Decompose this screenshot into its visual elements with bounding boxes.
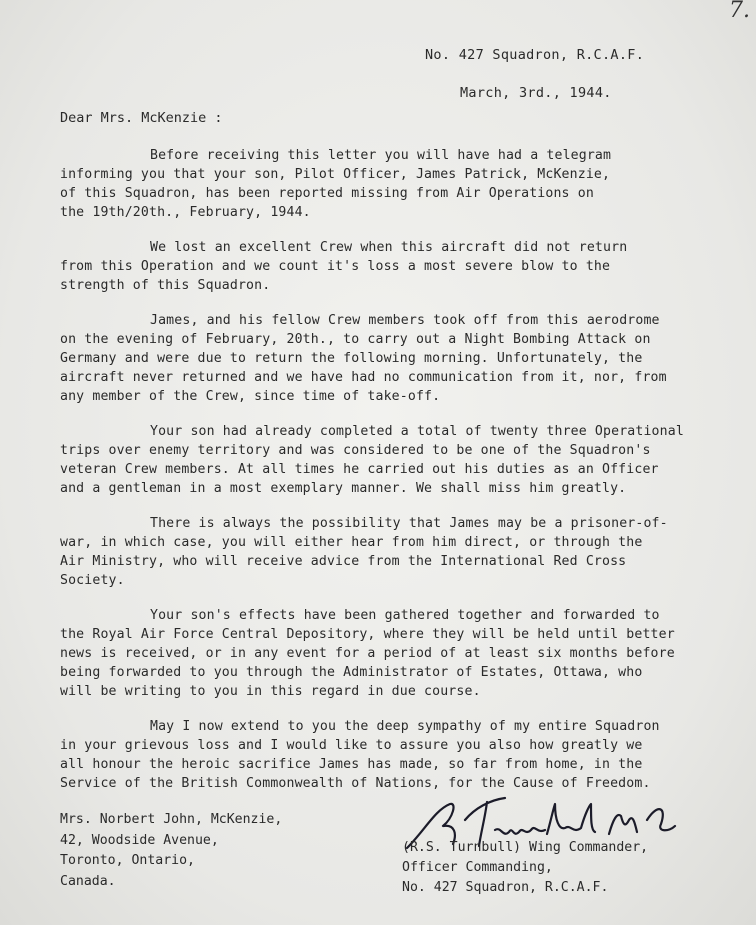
paragraph-line: news is received, or in any event for a period of at least six months before bbox=[60, 646, 675, 661]
paragraph-line: informing you that your son, Pilot Officer, James Patrick, McKenzie, bbox=[60, 167, 611, 182]
paragraph-line: the 19th/20th., February, 1944. bbox=[60, 205, 311, 220]
signature-line: No. 427 Squadron, R.C.A.F. bbox=[402, 880, 609, 895]
paragraph-line: May I now extend to you the deep sympathy of my entire Squadron bbox=[150, 719, 660, 734]
paragraph-line: Air Ministry, who will receive advice from the International Red Cross bbox=[60, 554, 627, 569]
paragraph-line: aircraft never returned and we have had no communication from it, nor, from bbox=[60, 370, 667, 385]
paragraph-line: Before receiving this letter you will have had a telegram bbox=[150, 148, 612, 163]
paragraph-line: any member of the Crew, since time of take-off. bbox=[60, 389, 441, 404]
paragraph bbox=[60, 311, 752, 406]
paragraph bbox=[60, 146, 752, 222]
signature-line: (R.S. Turnbull) Wing Commander, bbox=[402, 840, 649, 855]
paragraph bbox=[60, 514, 752, 590]
paragraph-line: Society. bbox=[60, 573, 125, 588]
paragraph-line: in your grievous loss and I would like to assure you also how greatly we bbox=[60, 738, 643, 753]
paragraph-line: Your son had already completed a total of twenty three Operational bbox=[150, 424, 684, 439]
paragraph bbox=[60, 717, 752, 793]
paragraph-line: There is always the possibility that James may be a prisoner-of- bbox=[150, 516, 668, 531]
letter-body bbox=[60, 146, 752, 809]
paragraph-line: will be writing to you in this regard in due course. bbox=[60, 684, 481, 699]
address-line: 42, Woodside Avenue, bbox=[60, 832, 219, 848]
address-line: Toronto, Ontario, bbox=[60, 853, 195, 868]
recipient-address bbox=[60, 810, 282, 892]
paragraph-line: veteran Crew members. At all times he carried out his duties as an Officer bbox=[60, 462, 659, 477]
paragraph bbox=[60, 606, 752, 701]
paragraph bbox=[60, 422, 752, 498]
paragraph bbox=[60, 238, 752, 295]
letter-header bbox=[425, 36, 644, 112]
salutation: Dear Mrs. McKenzie : bbox=[60, 110, 223, 126]
paragraph-line: Germany and were due to return the following morning. Unfortunately, the bbox=[60, 351, 643, 366]
address-line: Mrs. Norbert John, McKenzie, bbox=[60, 812, 283, 827]
paragraph-line: and a gentleman in a most exemplary manner. We shall miss him greatly. bbox=[60, 481, 627, 496]
address-line: Canada. bbox=[60, 873, 116, 889]
paragraph-line: Your son's effects have been gathered together and forwarded to bbox=[150, 608, 660, 623]
paragraph-line: strength of this Squadron. bbox=[60, 278, 271, 293]
paragraph-line: of this Squadron, has been reported missing from Air Operations on bbox=[60, 186, 594, 201]
paragraph-line: on the evening of February, 20th., to carry out a Night Bombing Attack on bbox=[60, 332, 651, 347]
paragraph-line: from this Operation and we count it's loss a most severe blow to the bbox=[60, 259, 611, 274]
paragraph-line: We lost an excellent Crew when this aircraft did not return bbox=[150, 240, 628, 255]
date-line: March, 3rd., 1944. bbox=[460, 85, 612, 101]
squadron-line: No. 427 Squadron, R.C.A.F. bbox=[425, 47, 645, 63]
signature-block bbox=[402, 838, 648, 898]
paragraph-line: the Royal Air Force Central Depository, where they will be held until better bbox=[60, 627, 675, 642]
paragraph-line: trips over enemy territory and was considered to be one of the Squadron's bbox=[60, 443, 651, 458]
paragraph-line: being forwarded to you through the Administrator of Estates, Ottawa, who bbox=[60, 665, 643, 680]
signature-line: Officer Commanding, bbox=[402, 860, 553, 875]
page-number: 7. bbox=[729, 0, 750, 23]
paragraph-line: war, in which case, you will either hear from him direct, or through the bbox=[60, 535, 643, 550]
paragraph-line: all honour the heroic sacrifice James has made, so far from home, in the bbox=[60, 757, 643, 772]
paragraph-line: James, and his fellow Crew members took off from this aerodrome bbox=[150, 313, 660, 328]
paragraph-line: Service of the British Commonwealth of Nations, for the Cause of Freedom. bbox=[60, 776, 651, 791]
